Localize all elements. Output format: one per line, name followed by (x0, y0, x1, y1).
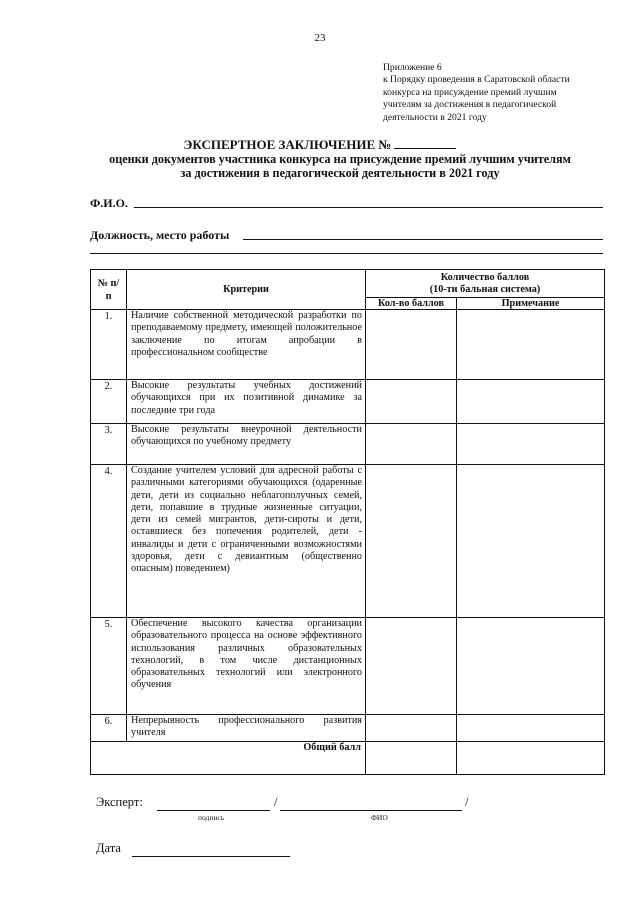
criterion-text: Высокие результаты внеурочной деятельности обучающихся по учебному предмету (127, 424, 366, 465)
signature-caption: подпись (198, 813, 225, 822)
note-cell[interactable] (457, 715, 605, 742)
criterion-text: Обеспечение высокого качества организации образовательного процесса на основе эффективного использования различных образовательных технологий, в том числе дистанционных образовательных технологий или электронного обучения (127, 618, 366, 715)
row-number: 5. (91, 618, 127, 715)
note-cell[interactable] (457, 465, 605, 618)
points-cell[interactable] (366, 715, 457, 742)
row-number: 1. (91, 310, 127, 380)
document-title (0, 137, 640, 153)
total-row (91, 741, 605, 774)
date-label: Дата (96, 841, 121, 855)
position-line-2[interactable] (90, 253, 603, 254)
total-label: Общий балл (91, 741, 366, 774)
appendix-line: учителям за достижения в педагогической (383, 99, 557, 111)
appendix-line: конкурса на присуждение премий лучшим (383, 86, 557, 98)
points-cell[interactable] (366, 310, 457, 380)
points-cell[interactable] (366, 380, 457, 424)
table-row (91, 380, 605, 424)
table-row (91, 310, 605, 380)
note-cell[interactable] (457, 380, 605, 424)
row-number: 2. (91, 380, 127, 424)
fio-label: Ф.И.О. (90, 196, 128, 210)
row-number: 3. (91, 424, 127, 465)
number-blank[interactable] (394, 137, 456, 149)
table-row (91, 618, 605, 715)
subtitle-line: за достижения в педагогической деятельности в 2021 году (180, 166, 500, 180)
appendix-note (383, 62, 603, 124)
note-cell[interactable] (457, 618, 605, 715)
fio-line[interactable] (134, 207, 603, 208)
row-number: 6. (91, 715, 127, 742)
expert-label: Эксперт: (96, 795, 143, 809)
header-number: № п/п (91, 270, 127, 310)
header-note: Примечание (457, 298, 605, 310)
note-cell[interactable] (457, 310, 605, 380)
sign-separator-end: / (465, 795, 469, 809)
points-cell[interactable] (366, 618, 457, 715)
sign-separator: / (274, 795, 278, 809)
position-line[interactable] (243, 239, 603, 240)
total-points-cell[interactable] (366, 741, 457, 774)
criterion-text: Создание учителем условий для адресной работы с различными категориями обучающихся (одаренные дети, дети из социально неблагополучных семей, дети, попавшие в трудные жизненные ситуации, дети из семей мигрантов, дети-сироты и дети, оставшиеся без попечения родителей, дети - инвалиды и дети с ограниченными возможностями здоровья, дети с девиантным (общественно опасным) поведением) (127, 465, 366, 618)
points-cell[interactable] (366, 424, 457, 465)
points-cell[interactable] (366, 465, 457, 618)
title-text: ЭКСПЕРТНОЕ ЗАКЛЮЧЕНИЕ № (183, 137, 392, 152)
criterion-text: Высокие результаты учебных достижений обучающихся при их позитивной динамике за последние три года (127, 380, 366, 424)
document-subtitle (60, 152, 620, 180)
header-points-group: Количество баллов (10-ти бальная система) (366, 270, 605, 298)
subtitle-line: оценки документов участника конкурса на присуждение премий лучшим учителям (109, 152, 571, 166)
header-criteria: Критерии (127, 270, 366, 310)
table-row (91, 465, 605, 618)
page-number: 23 (314, 32, 326, 44)
position-label: Должность, место работы (90, 228, 230, 242)
criterion-text: Наличие собственной методической разработки по преподаваемому предмету, имеющей положительное заключение по итогам апробации в профессиональном сообществе (127, 310, 366, 380)
appendix-line: Приложение 6 (383, 62, 442, 73)
row-number: 4. (91, 465, 127, 618)
table-row (91, 715, 605, 742)
table-header-row (91, 270, 605, 298)
header-points: Кол-во баллов (366, 298, 457, 310)
total-note-cell[interactable] (457, 741, 605, 774)
appendix-line: деятельности в 2021 году (383, 111, 487, 123)
note-cell[interactable] (457, 424, 605, 465)
signature-line[interactable] (157, 810, 270, 811)
table-row (91, 424, 605, 465)
criteria-table (90, 269, 605, 775)
criterion-text: Непрерывность профессионального развития учителя (127, 715, 366, 742)
fio-caption: ФИО (371, 813, 388, 822)
date-line[interactable] (132, 856, 290, 857)
appendix-line: к Порядку проведения в Саратовской области (383, 74, 570, 86)
fio-signature-line[interactable] (280, 810, 462, 811)
